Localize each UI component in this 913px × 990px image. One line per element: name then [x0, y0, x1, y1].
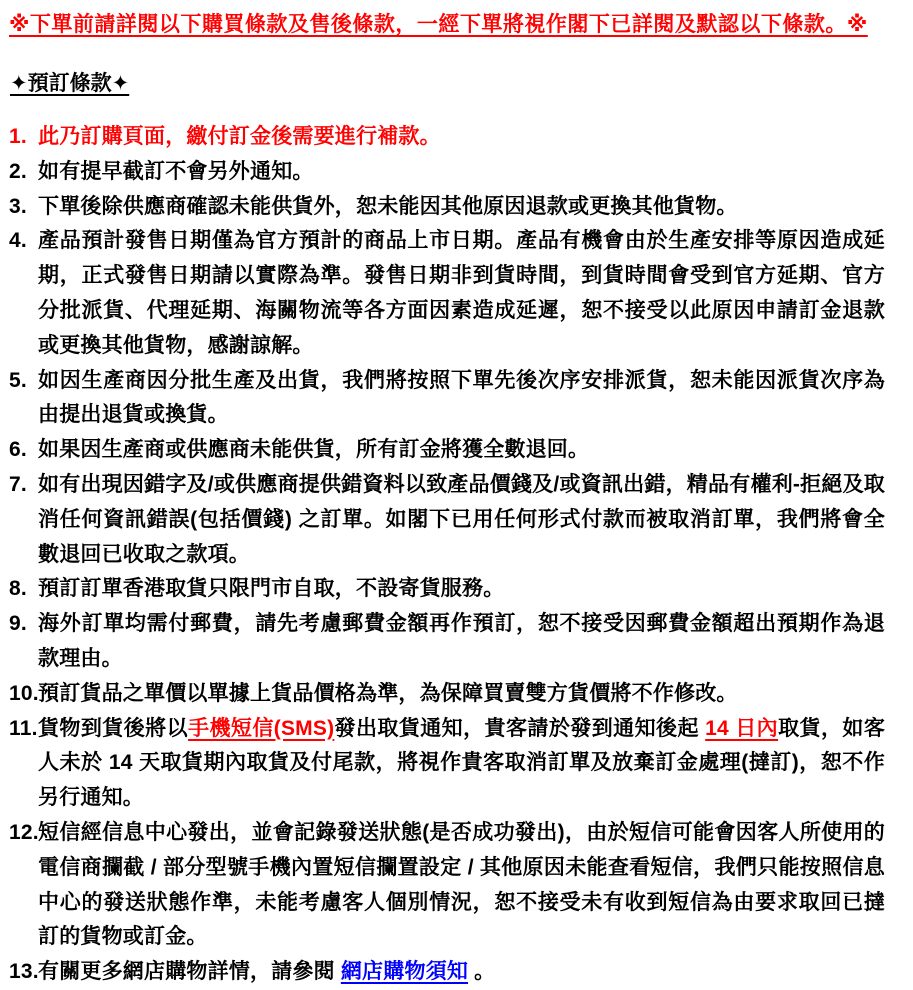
preorder-terms-title: ✦預訂條款✦: [10, 72, 130, 95]
term-text: [38, 195, 738, 218]
term-item-8: [9, 572, 885, 607]
term-text: [38, 717, 885, 810]
term-text-segment: 短信經信息中心發出，並會記錄發送狀態(是否成功發出)，由於短信可能會因客人所使用的電信商攔截 / 部分型號手機內置短信攔置設定 / 其他原因未能查看短信，我們只能按照信息中心的發送狀態作準，未能考慮客人個別情況，恕不接受未有收到短信為由要求取回已撻訂的貨物或訂金。: [38, 820, 885, 949]
term-text-segment: 。: [468, 960, 496, 984]
term-text: [38, 125, 441, 148]
term-text-segment: 預訂訂單香港取貨只限門市自取，不設寄貨服務。: [38, 577, 505, 601]
term-text: [38, 612, 885, 670]
term-item-3: [9, 190, 885, 225]
terms-list: [9, 120, 885, 990]
term-number: 4.: [9, 229, 27, 253]
term-text-segment: 海外訂單均需付郵費，請先考慮郵費金額再作預訂，恕不接受因郵費金額超出預期作為退款理由。: [38, 612, 885, 670]
term-number: 6.: [9, 438, 27, 462]
term-number: 2.: [9, 159, 27, 183]
term-item-9: [9, 607, 885, 677]
purchase-terms-header: ※下單前請詳閱以下購買條款及售後條款，一經下單將視作閣下已詳閱及默認以下條款。※: [9, 13, 868, 36]
term-item-2: [9, 155, 885, 190]
term-text-segment: 如因生產商因分批生產及出貨，我們將按照下單先後次序安排派貨，恕未能因派貨次序為由提出退貨或換貨。: [38, 368, 885, 427]
term-text-segment: 如有出現因錯字及/或供應商提供錯資料以致產品價錢及/或資訊出錯，精品有權利-拒絕及取消任何資訊錯誤(包括價錢) 之訂單。如閣下已用任何形式付款而被取消訂單，我們將會全數退回已收取之款項。: [38, 472, 885, 566]
term-text-segment: 取貨，如客人未於 14 天取貨期內取貨及付尾款，將視作貴客取消訂單及放棄訂金處理(撻訂)，恕不作另行通知。: [38, 716, 886, 810]
term-text-segment: 如果因生產商或供應商未能供貨，所有訂金將獲全數退回。: [38, 438, 590, 462]
term-number: 1.: [9, 125, 27, 148]
term-text: [38, 473, 885, 566]
term-item-5: [9, 364, 885, 434]
term-item-4: [9, 224, 885, 363]
term-number: 7.: [9, 472, 27, 496]
term-item-10: [9, 677, 885, 712]
term-number: 3.: [9, 194, 27, 218]
term-text-segment: 發出取貨通知，貴客請於發到通知後起: [334, 716, 706, 740]
term-text-segment: 產品預計發售日期僅為官方預計的商品上市日期。產品有機會由於生產安排等原因造成延期，正式發售日期請以實際為準。發售日期非到貨時間，到貨時間會受到官方延期、官方分批派貨、代理延期、海關物流等各方面因素造成延遲，恕不接受以此原因申請訂金退款或更換其他貨物，感謝諒解。: [38, 229, 885, 357]
term-text: [38, 577, 504, 600]
term-text: [38, 160, 314, 183]
term-text: [38, 960, 495, 983]
term-text: [38, 438, 589, 461]
term-number: 5.: [9, 368, 27, 392]
term-item-6: [9, 433, 885, 468]
term-number: 12.: [9, 820, 39, 844]
term-item-1: [9, 120, 885, 155]
term-text: [38, 229, 885, 356]
term-text-segment: 下單後除供應商確認未能供貨外，恕未能因其他原因退款或更換其他貨物。: [38, 194, 738, 218]
term-number: 9.: [9, 612, 27, 636]
term-text: [38, 821, 885, 948]
term-number: 10.: [9, 681, 39, 705]
term-item-12: [9, 816, 885, 955]
term-text-segment: 預訂貨品之單價以單據上貨品價格為準，為保障買賣雙方貨價將不作修改。: [38, 681, 738, 705]
term-text-segment: 如有提早截訂不會另外通知。: [38, 159, 314, 183]
term-number: 13.: [9, 960, 39, 984]
term-text: [38, 369, 885, 427]
term-item-7: [9, 468, 885, 572]
red-emphasis-text: 手機短信(SMS): [188, 716, 335, 740]
term-text: [38, 682, 738, 705]
term-text-segment: 此乃訂購頁面，繳付訂金後需要進行補款。: [38, 125, 441, 148]
term-item-13: [9, 955, 885, 990]
term-item-11: [9, 712, 885, 816]
term-number: 8.: [9, 577, 27, 601]
red-emphasis-text: 14 日內: [705, 716, 779, 740]
term-text-segment: 貨物到貨後將以: [38, 716, 189, 740]
shop-notice-link[interactable]: 網店購物須知: [340, 960, 469, 984]
term-number: 11.: [9, 716, 38, 740]
term-text-segment: 有關更多網店購物詳情，請參閱: [38, 960, 341, 984]
